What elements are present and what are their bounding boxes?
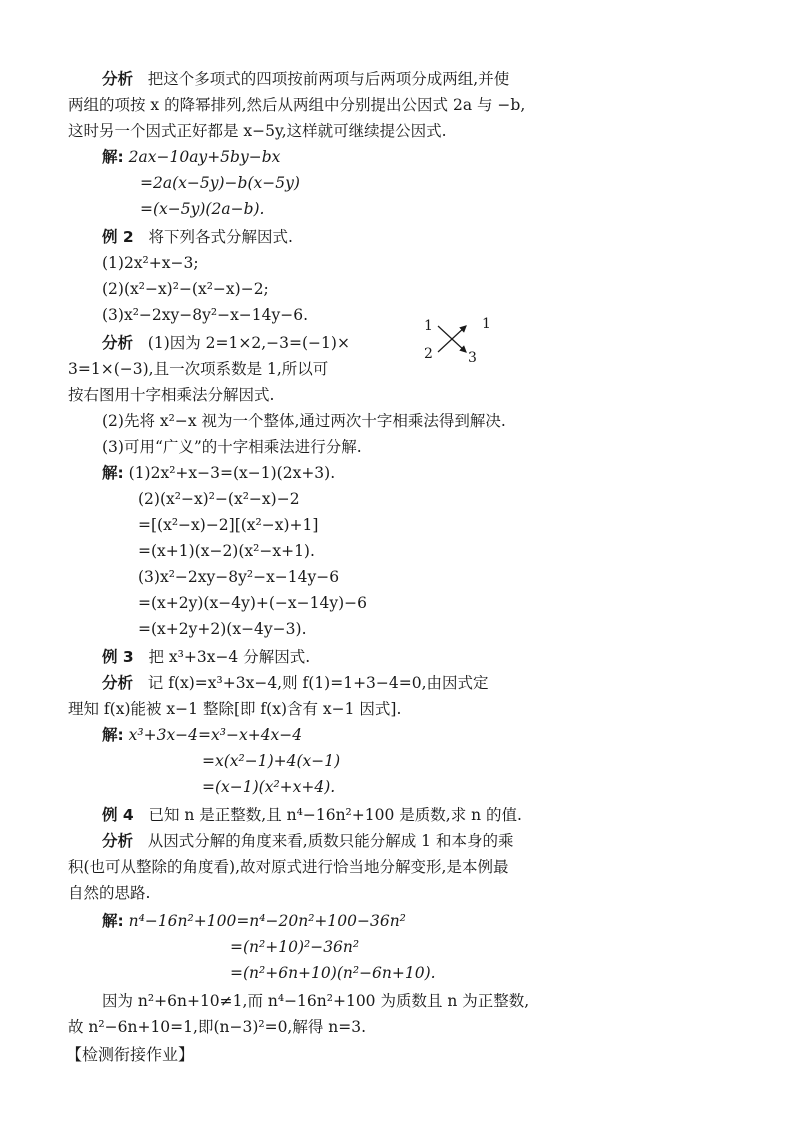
ex1-analysis-label: 分析: [102, 70, 134, 88]
ex2-solution-step-4: =(x+1)(x−2)(x²−x+1).: [138, 542, 315, 560]
ex2-item-1: (1)2x²+x−3;: [102, 254, 199, 272]
ex2-title-label: 例 2: [102, 228, 134, 246]
ex3-solution-step-2: =x(x²−1)+4(x−1): [202, 752, 341, 770]
ex2-solution-step-3: =[(x²−x)−2][(x²−x)+1]: [138, 516, 319, 534]
ex2-solution-label: 解:: [102, 464, 124, 482]
cross-lines-svg: [420, 312, 510, 368]
ex4-solution-step-3: =(n²+6n+10)(n²−6n+10).: [230, 964, 436, 982]
ex2-solution-step-6: =(x+2y)(x−4y)+(−x−14y)−6: [138, 594, 367, 612]
ex1-analysis-line-1: 分析 把这个多项式的四项按前两项与后两项分成两组,并使: [102, 70, 510, 88]
ex3-analysis-label: 分析: [102, 674, 134, 692]
ex4-solution-line-1: 解: n⁴−16n²+100=n⁴−20n²+100−36n²: [102, 912, 406, 930]
ex2-solution-step-2: (2)(x²−x)²−(x²−x)−2: [138, 490, 300, 508]
diagram-right-top: 1: [482, 316, 491, 332]
ex3-analysis-line-1: 分析 记 f(x)=x³+3x−4,则 f(1)=1+3−4=0,由因式定: [102, 674, 489, 692]
ex2-analysis-line-3: 按右图用十字相乘法分解因式.: [68, 386, 275, 404]
ex4-analysis-line-2: 积(也可从整除的角度看),故对原式进行恰当地分解变形,是本例最: [68, 858, 509, 876]
ex2-title: 例 2 将下列各式分解因式.: [102, 228, 293, 246]
diagram-right-bottom: 3: [468, 350, 477, 366]
ex1-analysis-line-2: 两组的项按 x 的降幂排列,然后从两组中分别提出公因式 2a 与 −b,: [68, 96, 526, 114]
ex2-analysis-line-5: (3)可用“广义”的十字相乘法进行分解.: [102, 438, 362, 456]
diagram-left-top: 1: [424, 318, 433, 334]
ex3-solution-step-3: =(x−1)(x²+x+4).: [202, 778, 336, 796]
ex4-solution-step-2: =(n²+10)²−36n²: [230, 938, 360, 956]
ex3-analysis-line-2: 理知 f(x)能被 x−1 整除[即 f(x)含有 x−1 因式].: [68, 700, 402, 718]
ex1-solution-step-2: =2a(x−5y)−b(x−5y): [140, 174, 300, 192]
ex1-solution-label: 解:: [102, 148, 124, 166]
ex4-analysis-label: 分析: [102, 832, 134, 850]
ex2-item-3: (3)x²−2xy−8y²−x−14y−6.: [102, 306, 309, 324]
ex4-solution-label: 解:: [102, 912, 124, 930]
ex2-item-2: (2)(x²−x)²−(x²−x)−2;: [102, 280, 269, 298]
ex2-analysis-label: 分析: [102, 334, 134, 352]
ex1-analysis-line-3: 这时另一个因式正好都是 x−5y,这样就可继续提公因式.: [68, 122, 447, 140]
ex2-solution-line-1: 解: (1)2x²+x−3=(x−1)(2x+3).: [102, 464, 336, 482]
ex1-solution-line-1: 解: 2ax−10ay+5by−bx: [102, 148, 281, 166]
ex2-solution-step-7: =(x+2y+2)(x−4y−3).: [138, 620, 307, 638]
ex4-title: 例 4 已知 n 是正整数,且 n⁴−16n²+100 是质数,求 n 的值.: [102, 806, 522, 824]
ex4-analysis-line-1: 分析 从因式分解的角度来看,质数只能分解成 1 和本身的乘: [102, 832, 514, 850]
ex4-conclusion-line-2: 故 n²−6n+10=1,即(n−3)²=0,解得 n=3.: [68, 1018, 367, 1036]
ex2-solution-step-5: (3)x²−2xy−8y²−x−14y−6: [138, 568, 340, 586]
ex2-analysis-line-4: (2)先将 x²−x 视为一个整体,通过两次十字相乘法得到解决.: [102, 412, 506, 430]
ex4-analysis-line-3: 自然的思路.: [68, 884, 151, 902]
ex3-title-label: 例 3: [102, 648, 134, 666]
ex2-analysis-line-2: 3=1×(−3),且一次项系数是 1,所以可: [68, 360, 329, 378]
cross-multiplication-diagram: [420, 312, 510, 368]
ex2-analysis-line-1: 分析 (1)因为 2=1×2,−3=(−1)×: [102, 334, 350, 352]
ex3-title: 例 3 把 x³+3x−4 分解因式.: [102, 648, 311, 666]
ex3-solution-label: 解:: [102, 726, 124, 744]
ex3-solution-line-1: 解: x³+3x−4=x³−x+4x−4: [102, 726, 303, 744]
diagram-left-bottom: 2: [424, 346, 433, 362]
ex1-solution-step-3: =(x−5y)(2a−b).: [140, 200, 265, 218]
ex4-title-label: 例 4: [102, 806, 134, 824]
section-heading: 【检测衔接作业】: [66, 1045, 195, 1064]
ex4-conclusion-line-1: 因为 n²+6n+10≠1,而 n⁴−16n²+100 为质数且 n 为正整数,: [102, 992, 530, 1010]
